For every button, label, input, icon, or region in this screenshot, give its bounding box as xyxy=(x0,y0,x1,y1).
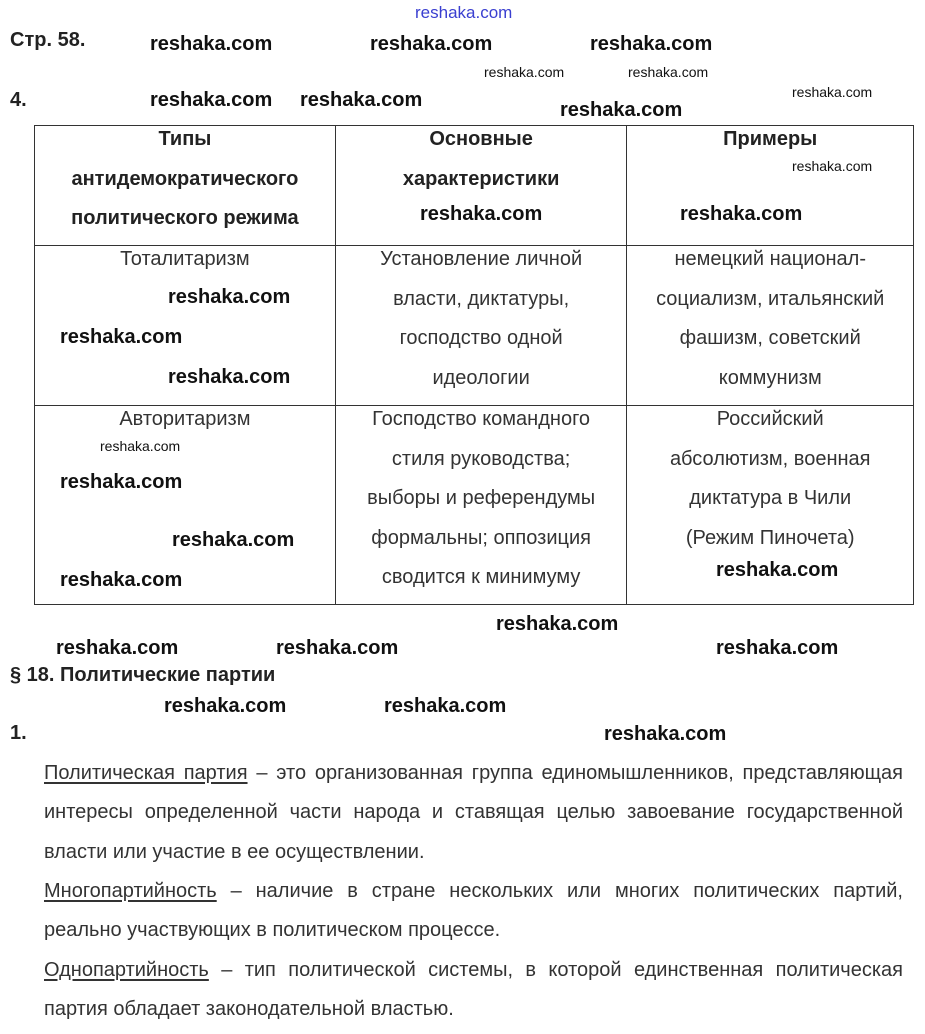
cell-line: немецкий национал- xyxy=(674,248,866,270)
watermark: reshaka.com xyxy=(100,438,181,454)
watermark: reshaka.com xyxy=(164,695,287,717)
regime-examples xyxy=(627,246,914,406)
watermark: reshaka.com xyxy=(370,33,493,55)
cell-line: Установление личной xyxy=(380,248,583,270)
cell-line: абсолютизм, военная xyxy=(669,447,871,470)
cell-line: стиля руководства; xyxy=(391,447,571,470)
header-line: Основные xyxy=(429,128,533,150)
watermark: reshaka.com xyxy=(172,529,295,551)
cell-line: власти, диктатуры, xyxy=(393,287,570,310)
watermark: reshaka.com xyxy=(484,64,565,80)
definition-term: Многопартийность xyxy=(44,880,217,902)
cell-line: выборы и референдумы xyxy=(367,487,596,509)
header-characteristics xyxy=(335,126,627,246)
task-number: 1. xyxy=(10,722,27,744)
header-line: характеристики xyxy=(402,167,560,190)
header-line: антидемократического xyxy=(71,167,299,190)
definition-term: Однопартийность xyxy=(44,959,209,981)
cell-line: Господство командного xyxy=(372,408,591,430)
cell-line: Авторитаризм xyxy=(119,408,251,430)
watermark: reshaka.com xyxy=(792,158,873,174)
section-title: § 18. Политические партии xyxy=(10,664,276,686)
header-examples xyxy=(627,126,914,246)
header-line: Типы xyxy=(158,128,212,150)
regime-characteristics xyxy=(335,246,627,406)
definition-term: Политическая партия xyxy=(44,762,248,784)
definition-text: – это организованная группа единомышленников, представляющая интересы определенной части народа и ставящая целью завоевание государственной власти или участие в ее осуществлении. xyxy=(44,762,903,863)
watermark: reshaka.com xyxy=(60,569,183,591)
regimes-table xyxy=(34,125,914,605)
watermark: reshaka.com xyxy=(628,64,709,80)
cell-line: Тоталитаризм xyxy=(120,248,250,270)
cell-line: диктатура в Чили xyxy=(689,487,852,509)
watermark: reshaka.com xyxy=(150,33,273,55)
watermark: reshaka.com xyxy=(168,286,291,308)
watermark: reshaka.com xyxy=(560,99,683,121)
definition xyxy=(44,872,903,951)
watermark: reshaka.com xyxy=(60,326,183,348)
watermark: reshaka.com xyxy=(792,84,873,100)
watermark: reshaka.com xyxy=(716,559,839,581)
cell-line: коммунизм xyxy=(718,366,822,389)
cell-line: господство одной xyxy=(399,327,563,349)
definition-text: – наличие в стране нескольких или многих политических партий, реально участвующих в политическом процессе. xyxy=(44,880,903,942)
watermark: reshaka.com xyxy=(276,637,399,659)
watermark: reshaka.com xyxy=(300,89,423,111)
definition xyxy=(44,754,903,872)
watermark: reshaka.com xyxy=(60,471,183,493)
header-types xyxy=(35,126,336,246)
cell-line: сводится к минимуму xyxy=(381,566,581,588)
watermark: reshaka.com xyxy=(56,637,179,659)
watermark: reshaka.com xyxy=(420,203,543,225)
watermark[interactable]: reshaka.com xyxy=(415,3,513,22)
header-line: политического режима xyxy=(71,207,299,229)
table-header-row xyxy=(35,126,914,246)
cell-line: социализм, итальянский xyxy=(656,287,885,310)
watermark: reshaka.com xyxy=(168,366,291,388)
cell-line: формальны; оппозиция xyxy=(371,526,591,549)
regime-characteristics xyxy=(335,406,627,605)
cell-line: (Режим Пиночета) xyxy=(685,526,855,549)
definition-text: – тип политической системы, в которой единственная политическая партия обладает законодательной властью. xyxy=(44,959,903,1021)
header-line: Примеры xyxy=(723,128,818,150)
cell-line: фашизм, советский xyxy=(679,327,861,349)
cell-line: идеологии xyxy=(432,366,530,389)
watermark: reshaka.com xyxy=(496,613,619,635)
watermark: reshaka.com xyxy=(716,637,839,659)
watermark: reshaka.com xyxy=(150,89,273,111)
definition xyxy=(44,951,903,1030)
cell-line: Российский xyxy=(716,408,824,430)
watermark: reshaka.com xyxy=(604,723,727,745)
task-number: 4. xyxy=(10,89,27,111)
watermark: reshaka.com xyxy=(590,33,713,55)
page-label: Стр. 58. xyxy=(10,29,86,51)
watermark: reshaka.com xyxy=(680,203,803,225)
watermark: reshaka.com xyxy=(384,695,507,717)
